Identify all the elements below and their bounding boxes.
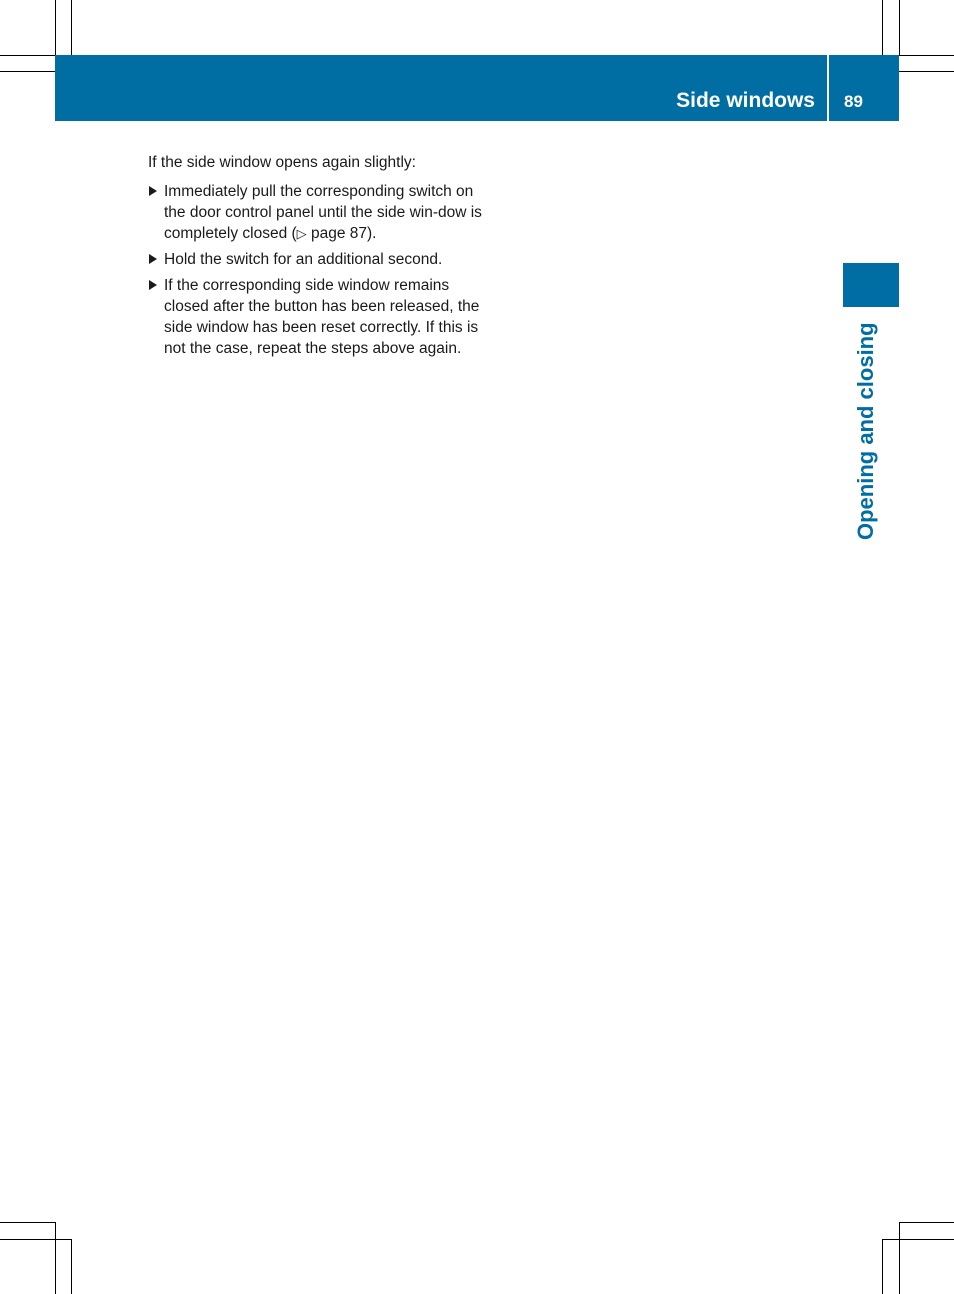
triangle-bullet-icon xyxy=(149,186,157,196)
crop-mark xyxy=(882,0,883,55)
step-list xyxy=(148,181,483,359)
step-text: If the corresponding side window remains closed after the button has been released, the side window has been reset correctly. If this is not the case, repeat the steps above again. xyxy=(164,277,480,357)
crop-mark xyxy=(0,1222,55,1223)
step-text: Hold the switch for an additional second. xyxy=(164,251,443,268)
triangle-bullet-icon xyxy=(149,254,157,264)
crop-mark xyxy=(882,1239,883,1294)
section-title: Side windows xyxy=(676,89,815,112)
triangle-right-outline-icon: ▷ xyxy=(296,226,307,241)
crop-mark xyxy=(0,71,55,72)
chapter-title: Opening and closing xyxy=(853,322,878,540)
header-divider xyxy=(827,55,829,121)
crop-mark xyxy=(899,55,954,56)
crop-mark xyxy=(899,1222,954,1223)
crop-mark xyxy=(899,71,954,72)
intro-paragraph: If the side window opens again slightly: xyxy=(148,154,416,171)
step-text: Immediately pull the corresponding switch on the door control panel until the side win-dow is completely closed ( xyxy=(164,183,482,242)
crop-mark xyxy=(0,1239,71,1240)
chapter-tab-marker xyxy=(843,263,899,307)
page-reference-link[interactable]: page 87). xyxy=(306,225,377,242)
crop-mark xyxy=(899,1222,900,1294)
page-header xyxy=(55,55,899,121)
crop-mark xyxy=(882,1239,954,1240)
crop-mark xyxy=(71,0,72,55)
step-item xyxy=(148,181,483,244)
step-item xyxy=(148,249,483,270)
triangle-bullet-icon xyxy=(149,280,157,290)
main-content xyxy=(148,152,483,364)
crop-mark xyxy=(0,55,55,56)
crop-mark xyxy=(55,1222,56,1294)
crop-mark xyxy=(55,0,56,55)
page-number: 89 xyxy=(844,92,863,111)
step-item xyxy=(148,275,483,359)
crop-mark xyxy=(71,1239,72,1294)
crop-mark xyxy=(899,0,900,55)
